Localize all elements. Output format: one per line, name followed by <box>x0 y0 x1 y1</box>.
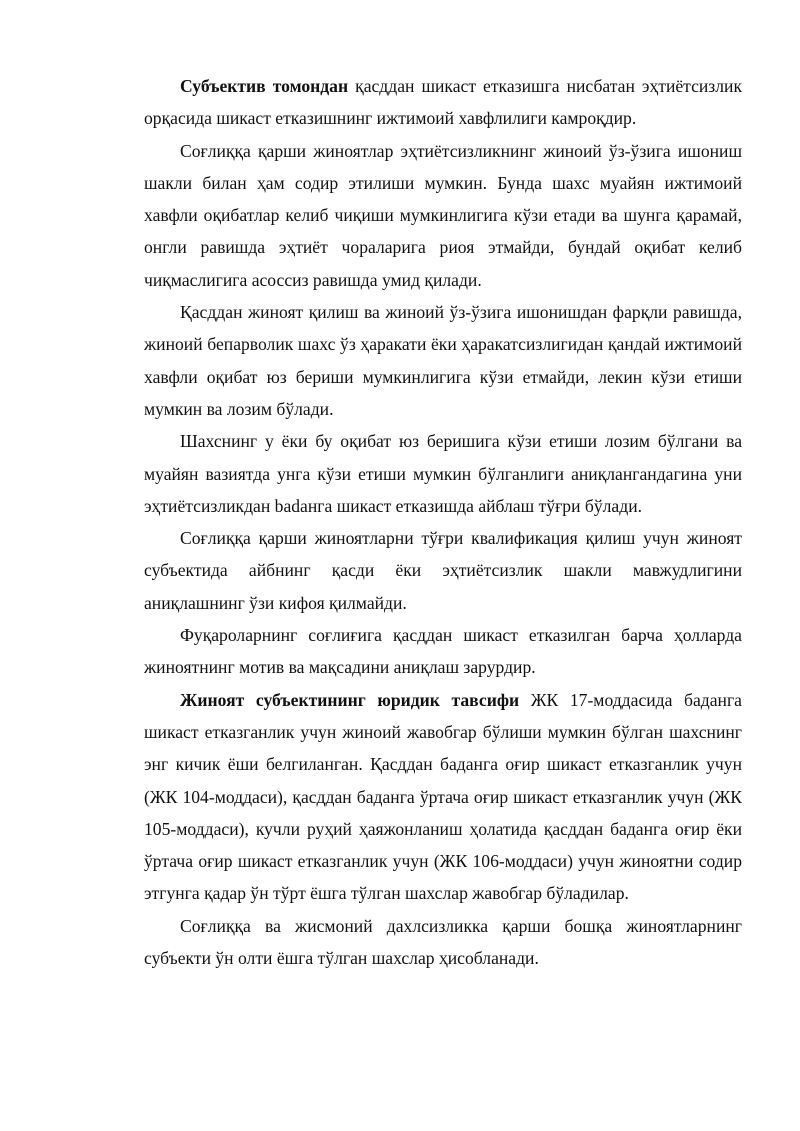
paragraph-3 <box>144 296 742 425</box>
paragraph-8-text: Соғлиққа ва жисмоний дахлсизликка қарши бошқа жиноятларнинг субъекти ўн олти ёшга тўлган шахслар ҳисобланади. <box>144 915 742 969</box>
paragraph-4-text: Шахснинг у ёки бу оқибат юз беришига кўзи етиши лозим бўлгани ва муайян вазиятда унга кўзи етиши мумкин бўлганлиги аниқлангандагина уни эҳтиётсизликдан badанга шикаст етказишда айблаш тўғри бўлади. <box>144 431 742 516</box>
paragraph-4 <box>144 425 742 522</box>
paragraph-7-bold-lead: Жиноят субъектининг юридик тавсифи <box>180 689 520 710</box>
paragraph-7 <box>144 684 742 910</box>
document-body <box>144 70 742 974</box>
paragraph-5-text: Соғлиққа қарши жиноятларни тўғри квалификация қилиш учун жиноят субъектида айбнинг қасди ёки эҳтиётсизлик шакли мавжудлигини аниқлашнинг ўзи кифоя қилмайди. <box>144 528 742 613</box>
paragraph-2-text: Соғлиққа қарши жиноятлар эҳтиётсизликнинг жиноий ўз-ўзига ишониш шакли билан ҳам содир этилиши мумкин. Бунда шахс муайян ижтимоий хавфли оқибатлар келиб чиқиши мумкинлигига кўзи етади ва шунга қарамай, онгли равишда эҳтиёт чораларига риоя этмайди, бундай оқибат келиб чиқмаслигига асоссиз равишда умид қилади. <box>144 140 742 290</box>
paragraph-3-text: Қасддан жиноят қилиш ва жиноий ўз-ўзига ишонишдан фарқли равишда, жиноий бепарволик шахс ўз ҳаракати ёки ҳаракатсизлигидан қандай ижтимоий хавфли оқибат юз бериши мумкинлигига кўзи етмайди, лекин кўзи етиши мумкин ва лозим бўлади. <box>144 302 742 419</box>
paragraph-1-text: қасддан шикаст етказишга нисбатан эҳтиётсизлик орқасида шикаст етказишнинг ижтимоий хавфлилиги камроқдир. <box>144 76 743 129</box>
paragraph-1 <box>144 70 742 135</box>
paragraph-5 <box>144 522 742 619</box>
paragraph-8 <box>144 910 742 975</box>
paragraph-2 <box>144 135 742 296</box>
paragraph-6 <box>144 619 742 684</box>
paragraph-7-text: ЖК 17-моддасида баданга шикаст етказганлик учун жиноий жавобгар бўлиши мумкин бўлган шахснинг энг кичик ёши белгиланган. Қасддан баданга оғир шикаст етказганлик учун (ЖК 104-моддаси), қасддан баданга ўртача оғир шикаст етказганлик учун (ЖК 105-моддаси), кучли руҳий ҳаяжонланиш ҳолатида қасддан баданга оғир ёки ўртача оғир шикаст етказганлик учун (ЖК 106-моддаси) учун жиноятни содир этгунга қадар ўн тўрт ёшга тўлган шахслар жавобгар бўладилар. <box>144 689 742 904</box>
paragraph-1-bold-lead: Субъектив томондан <box>180 76 349 96</box>
paragraph-6-text: Фуқароларнинг соғлиғига қасддан шикаст етказилган барча ҳолларда жиноятнинг мотив ва мақсадини аниқлаш зарурдир. <box>144 625 742 678</box>
